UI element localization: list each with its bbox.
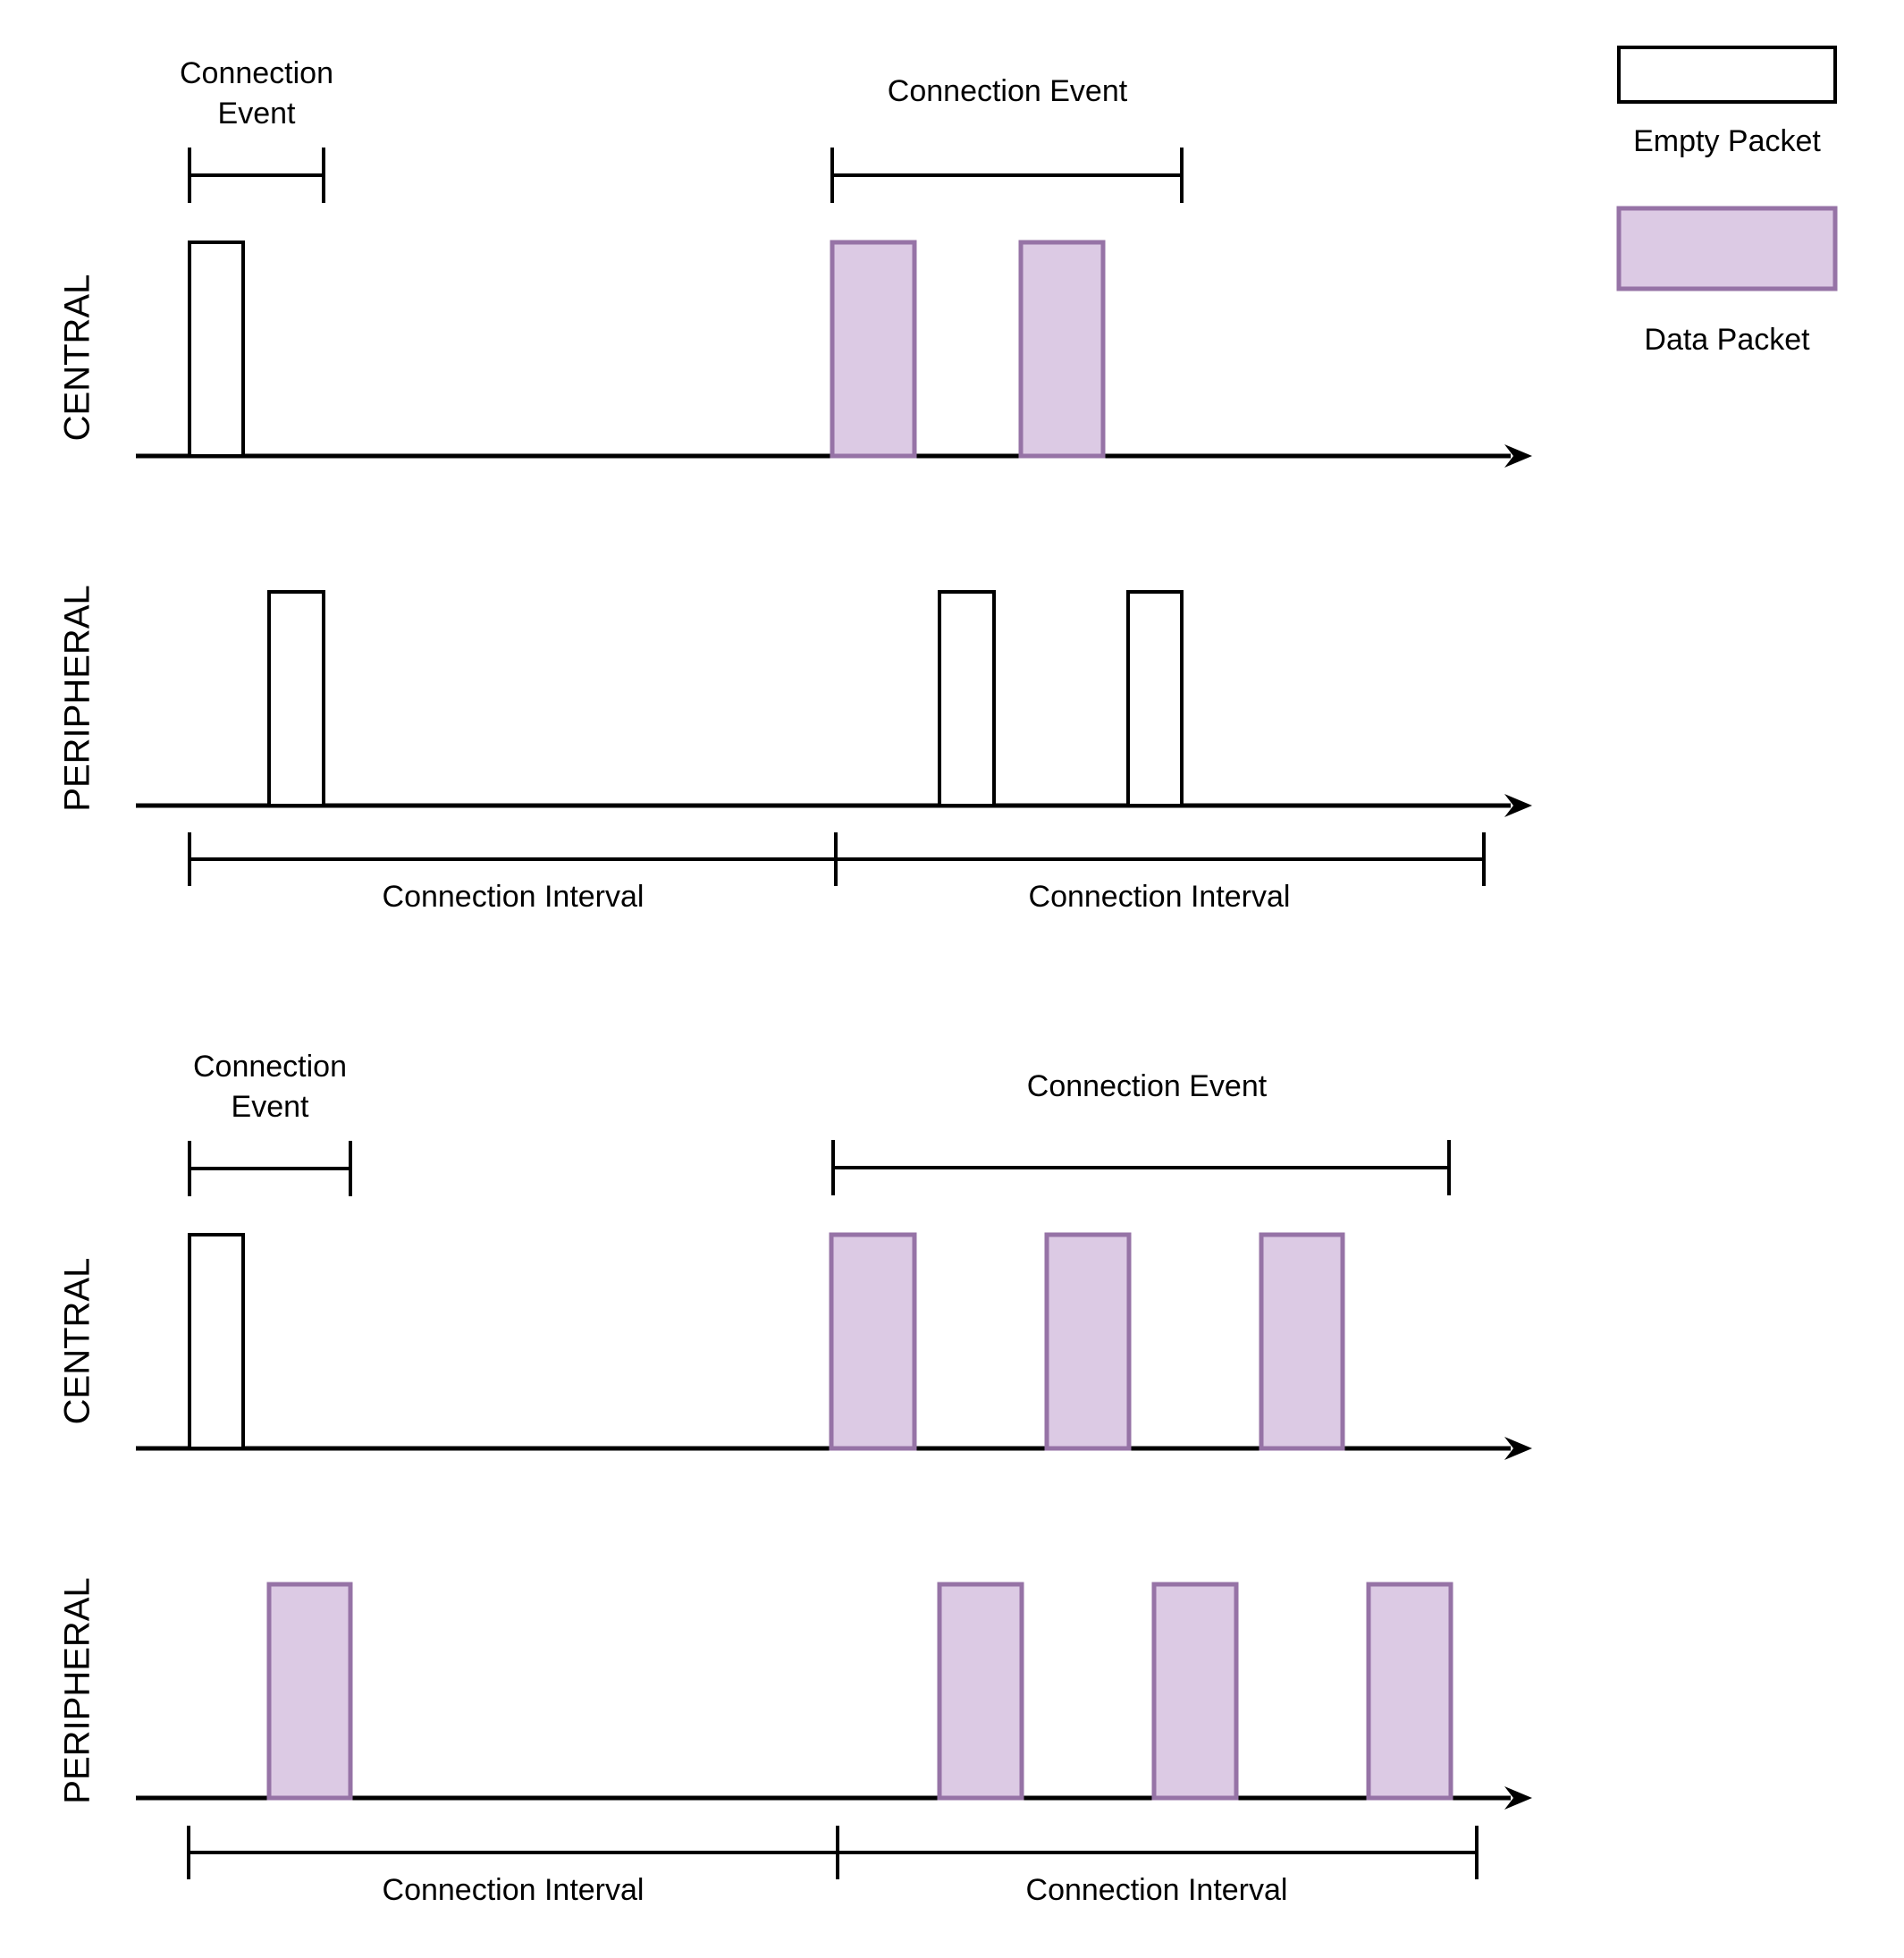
data-packet-pulse: [832, 242, 914, 456]
connection-interval-label: Connection Interval: [382, 1872, 644, 1907]
peripheral-row: [58, 1577, 1532, 1810]
connection-interval-label: Connection Interval: [382, 879, 644, 914]
empty-packet-pulse: [939, 592, 994, 806]
peripheral-label: PERIPHERAL: [57, 585, 97, 812]
central-label: CENTRAL: [57, 1257, 97, 1425]
legend-empty-packet-swatch: [1619, 47, 1835, 102]
legend: [1619, 47, 1835, 357]
connection-event-label: Connection: [179, 55, 334, 90]
empty-packet-pulse: [190, 1235, 243, 1448]
connection-event-bracket: [190, 148, 324, 203]
timing-diagram-2: [58, 1050, 1532, 1907]
central-label: CENTRAL: [57, 274, 97, 442]
data-packet-pulse: [1021, 242, 1103, 456]
connection-event-label: Connection: [192, 1049, 348, 1084]
connection-event-bracket: [190, 1141, 350, 1196]
data-packet-pulse: [1369, 1584, 1451, 1798]
data-packet-pulse: [269, 1584, 350, 1798]
empty-packet-pulse: [269, 592, 324, 806]
legend-data-packet-label: Data Packet: [1644, 322, 1810, 357]
empty-packet-pulse: [1128, 592, 1182, 806]
central-row: [58, 1235, 1532, 1460]
legend-data-packet-swatch: [1619, 208, 1835, 289]
connection-interval-bracket: [190, 832, 1484, 886]
empty-packet-pulse: [190, 242, 243, 456]
connection-event-bracket: [832, 148, 1182, 203]
connection-interval-label: Connection Interval: [1028, 879, 1291, 914]
data-packet-pulse: [1261, 1235, 1343, 1448]
connection-event-label: Event: [231, 1089, 309, 1124]
data-packet-pulse: [1154, 1584, 1236, 1798]
data-packet-pulse: [939, 1584, 1022, 1798]
connection-interval-label: Connection Interval: [1025, 1872, 1288, 1907]
timing-diagram-1: [58, 56, 1532, 914]
data-packet-pulse: [831, 1235, 914, 1448]
connection-event-bracket: [833, 1140, 1449, 1195]
peripheral-label: PERIPHERAL: [57, 1577, 97, 1804]
connection-event-label: Connection Event: [887, 73, 1128, 108]
central-row: [58, 242, 1532, 468]
data-packet-pulse: [1047, 1235, 1129, 1448]
connection-interval-bracket: [189, 1826, 1477, 1879]
connection-event-label: Connection Event: [1026, 1068, 1268, 1103]
legend-empty-packet-label: Empty Packet: [1633, 123, 1821, 158]
connection-event-label: Event: [217, 96, 296, 131]
peripheral-row: [58, 585, 1532, 817]
